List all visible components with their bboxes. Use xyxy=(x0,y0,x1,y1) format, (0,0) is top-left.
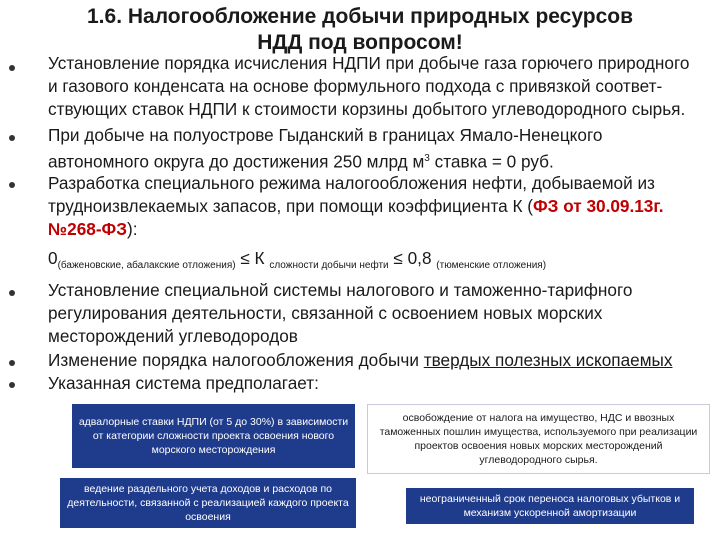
text-line: и газового конденсата на основе формульного подхода с привязкой соответ- xyxy=(48,76,663,96)
slide-title-line2: НДД под вопросом! xyxy=(257,31,463,54)
bullet-dot xyxy=(9,360,15,366)
text-line: месторождений углеводородов xyxy=(48,326,298,346)
superscript: 3 xyxy=(424,153,430,164)
text-line xyxy=(48,195,710,218)
bullet-dot xyxy=(9,65,15,71)
box-text: ведение раздельного учета доходов и расходов по деятельности, связанной с реализацией каждого проекта освоения xyxy=(67,483,349,523)
formula-min: 0 xyxy=(48,248,58,268)
coefficient-formula xyxy=(48,248,546,271)
text-fragment: Указанная система предполагает: xyxy=(48,373,319,393)
bullet-solid-minerals xyxy=(48,349,710,372)
formula-subscript: (тюменские отложения) xyxy=(436,260,547,271)
formula-subscript: (баженовские, абалакские отложения) xyxy=(57,260,236,271)
bullet-gydan xyxy=(48,124,710,174)
text-fragment: автономного округа до достижения 250 млрд м xyxy=(48,151,425,172)
formula-coefficient: ≤ К xyxy=(235,248,270,268)
box-property-tax-exemption xyxy=(367,404,710,474)
box-loss-carryforward xyxy=(406,488,694,524)
text-line xyxy=(48,147,710,174)
text-line: регулирования деятельности, связанной с освоением новых морских xyxy=(48,303,603,323)
box-text: освобождение от налога на имущество, НДС и ввозных таможенных пошлин имущества, используемого при реализации проектов освоения новых морских месторождений углеводородного сырья. xyxy=(379,412,698,466)
formula-max: ≤ 0,8 xyxy=(388,248,437,268)
text-line: Установление специальной системы налогового и таможенно-тарифного xyxy=(48,280,633,300)
text-fragment: ставка = 0 руб. xyxy=(429,151,554,172)
bullet-system-implies xyxy=(48,372,710,395)
text-line xyxy=(48,218,710,241)
text-line: Разработка специального режима налогообложения нефти, добываемой из xyxy=(48,173,655,193)
law-number: №268-ФЗ xyxy=(48,219,127,239)
bullet-oil-regime xyxy=(48,172,710,241)
text-line: При добыче на полуострове Гыданский в границах Ямало-Ненецкого xyxy=(48,125,603,145)
box-separate-accounting xyxy=(60,478,356,528)
bullet-ndpi-gas xyxy=(48,52,710,121)
slide-title-line1: 1.6. Налогообложение добычи природных ресурсов xyxy=(87,5,633,28)
bullet-dot xyxy=(9,135,15,141)
text-line: ствующих ставок НДПИ к стоимости корзины добытого углеводородного сырья. xyxy=(48,99,686,119)
text-fragment: ): xyxy=(127,219,138,239)
bullet-dot xyxy=(9,182,15,188)
bullet-dot xyxy=(9,290,15,296)
bullet-offshore-regime xyxy=(48,279,710,348)
text-line: Установление порядка исчисления НДПИ при добыче газа горючего природного xyxy=(48,53,690,73)
slide-title xyxy=(0,4,720,56)
box-text: адвалорные ставки НДПИ (от 5 до 30%) в зависимости от категории сложности проекта освоения нового морского месторождения xyxy=(78,416,349,456)
formula-subscript: сложности добычи нефти xyxy=(269,260,389,271)
box-advalorem-rates xyxy=(72,404,355,468)
text-fragment: Изменение порядка налогообложения добычи xyxy=(48,350,424,370)
bullet-dot xyxy=(9,382,15,388)
law-reference: ФЗ от 30.09.13г. xyxy=(532,196,664,216)
underlined-text: твердых полезных ископаемых xyxy=(423,350,673,370)
box-text: неограниченный срок переноса налоговых убытков и механизм ускоренной амортизации xyxy=(419,493,681,519)
text-fragment: трудноизвлекаемых запасов, при помощи коэффициента К ( xyxy=(48,196,533,216)
